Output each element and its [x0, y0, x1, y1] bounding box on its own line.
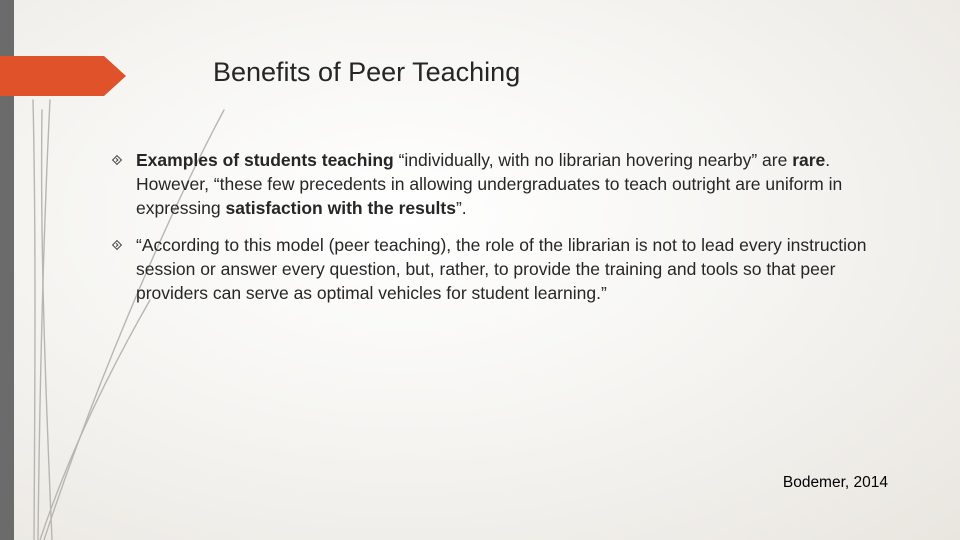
diamond-chevron-icon	[112, 155, 122, 165]
bullet-2-text: “According to this model (peer teaching), the role of the librarian is not to lead every instruction session or answer every question, but, rather, to provide the training and tools so that peer providers can serve as optimal vehicles for student learning.”	[136, 235, 867, 303]
bullet-1-text	[136, 150, 842, 218]
bullet-item-1	[108, 148, 898, 220]
bullet-1-bold-1: Examples of students teaching	[136, 150, 394, 170]
slide-title: Benefits of Peer Teaching	[213, 57, 521, 87]
bullet-1-text-1: “individually, with no librarian hovering nearby” are	[393, 150, 793, 170]
bullet-1-bold-2: rare	[792, 150, 826, 170]
bullet-1-text-2: . However, “these few precedents in allowing undergraduates to teach outright are uniform in expressing	[136, 150, 843, 218]
bullet-1-text-3: ”.	[455, 198, 467, 218]
bullet-item-2	[108, 233, 898, 305]
bullet-list	[108, 148, 898, 318]
bullet-1-bold-3: satisfaction with the results	[225, 198, 456, 218]
citation: Bodemer, 2014	[782, 474, 888, 491]
title-accent-tab	[0, 56, 126, 96]
diamond-chevron-icon	[112, 240, 122, 250]
